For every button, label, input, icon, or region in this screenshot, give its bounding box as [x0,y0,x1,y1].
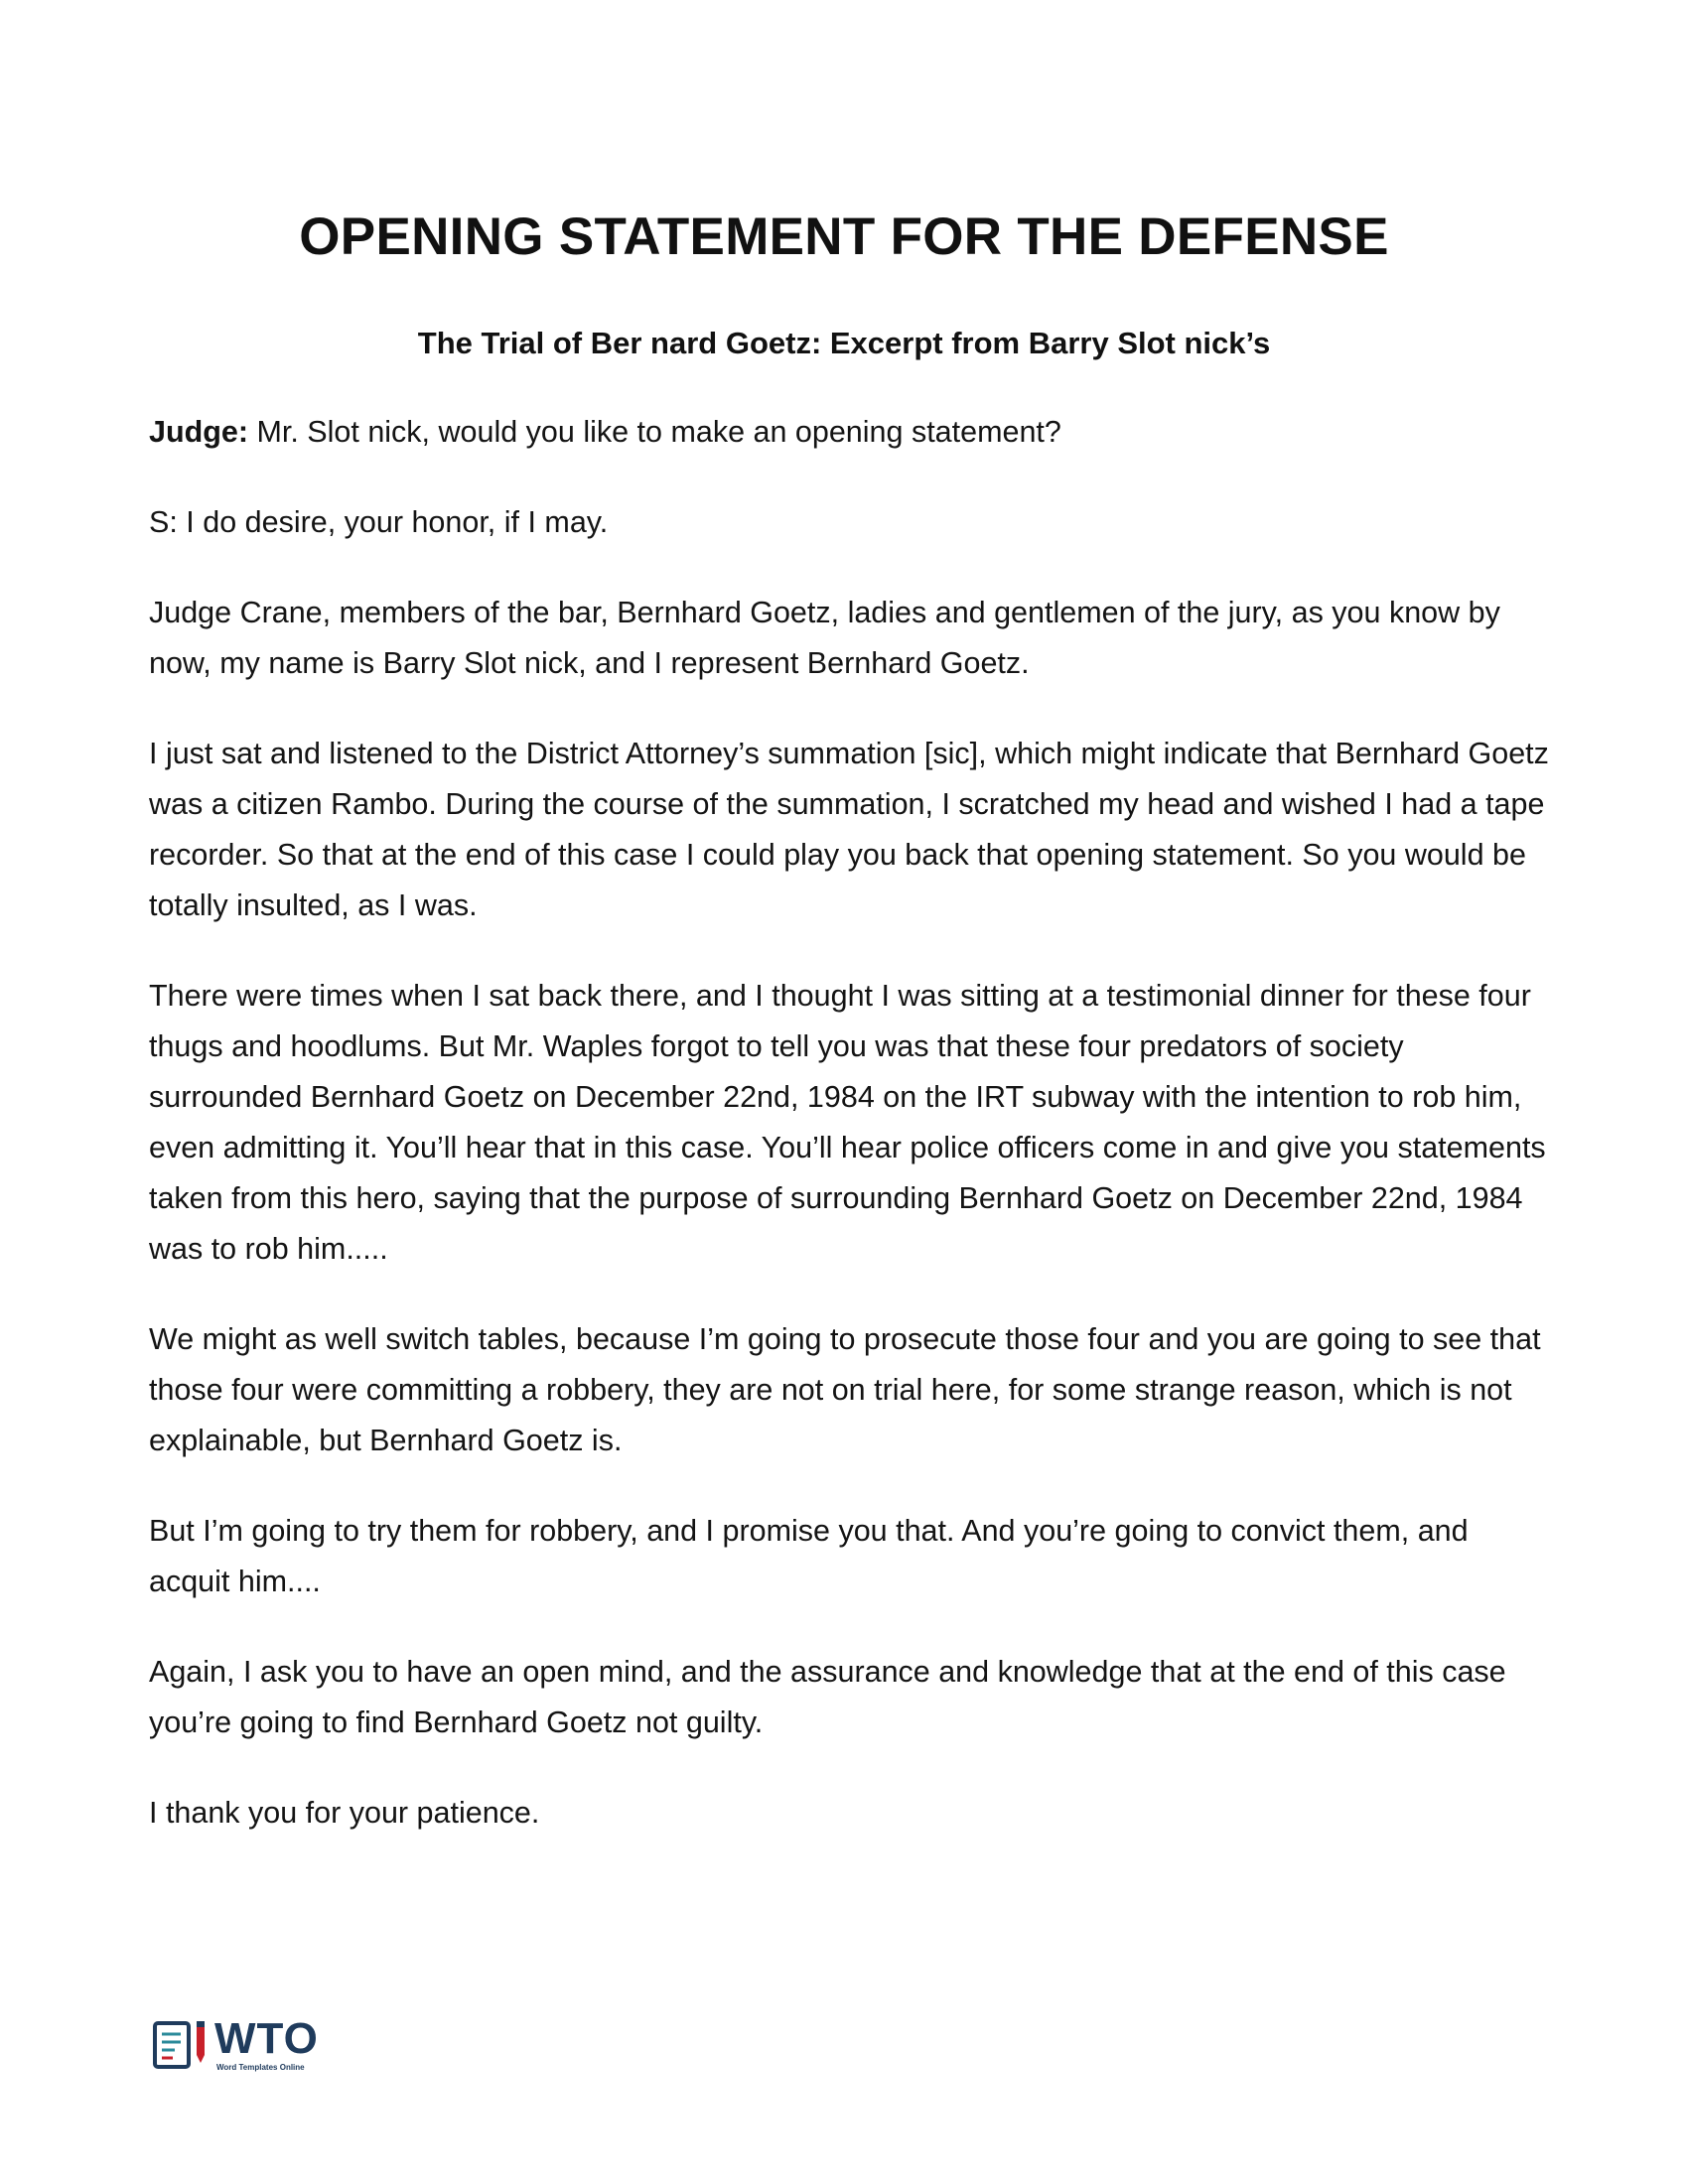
paragraph: I thank you for your patience. [149,1796,540,1830]
judge-line: Mr. Slot nick, would you like to make an opening statement? [247,415,1061,449]
paragraph: S: I do desire, your honor, if I may. [149,505,609,539]
document-body [149,407,1549,1878]
paragraph: There were times when I sat back there, and I thought I was sitting at a testimonial dinner for these four thugs and hoodlums. But Mr. Waples forgot to tell you was that these four predators of society surrounded Bernhard Goetz on December 22nd, 1984 on the IRT subway with the intention to rob him, even admitting it. You’ll hear that in this case. You’ll hear police officers come in and give you statements taken from this hero, saying that the purpose of surrounding Bernhard Goetz on December 22nd, 1984 was to rob him..... [149,979,1546,1266]
paragraph: I just sat and listened to the District Attorney’s summation [sic], which might indicate that Bernhard Goetz was a citizen Rambo. During the course of the summation, I scratched my head and wished I had a tape recorder. So that at the end of this case I could play you back that opening statement. So you would be totally insulted, as I was. [149,737,1549,922]
paragraph: Again, I ask you to have an open mind, and the assurance and knowledge that at the end of this case you’re going to find Bernhard Goetz not guilty. [149,1655,1506,1739]
document-subtitle: The Trial of Ber nard Goetz: Excerpt from Barry Slot nick’s [417,326,1271,360]
paragraph: Judge Crane, members of the bar, Bernhard Goetz, ladies and gentlemen of the jury, as you know by now, my name is Barry Slot nick, and I represent Bernhard Goetz. [149,596,1500,680]
paragraph: We might as well switch tables, because I’m going to prosecute those four and you are going to see that those four were committing a robbery, they are not on trial here, for some strange reason, which is not explainable, but Bernhard Goetz is. [149,1322,1541,1457]
judge-label: Judge: [149,415,248,449]
logo-wordmark: WTO [214,2014,319,2063]
paragraph: But I’m going to try them for robbery, and I promise you that. And you’re going to convict them, and acquit him.... [149,1514,1469,1598]
logo-tagline: Word Templates Online [216,2063,305,2072]
document-title: OPENING STATEMENT FOR THE DEFENSE [299,207,1389,266]
document-pen-icon [151,2017,212,2073]
judge-paragraph [149,407,1549,458]
wto-logo [151,2015,330,2077]
